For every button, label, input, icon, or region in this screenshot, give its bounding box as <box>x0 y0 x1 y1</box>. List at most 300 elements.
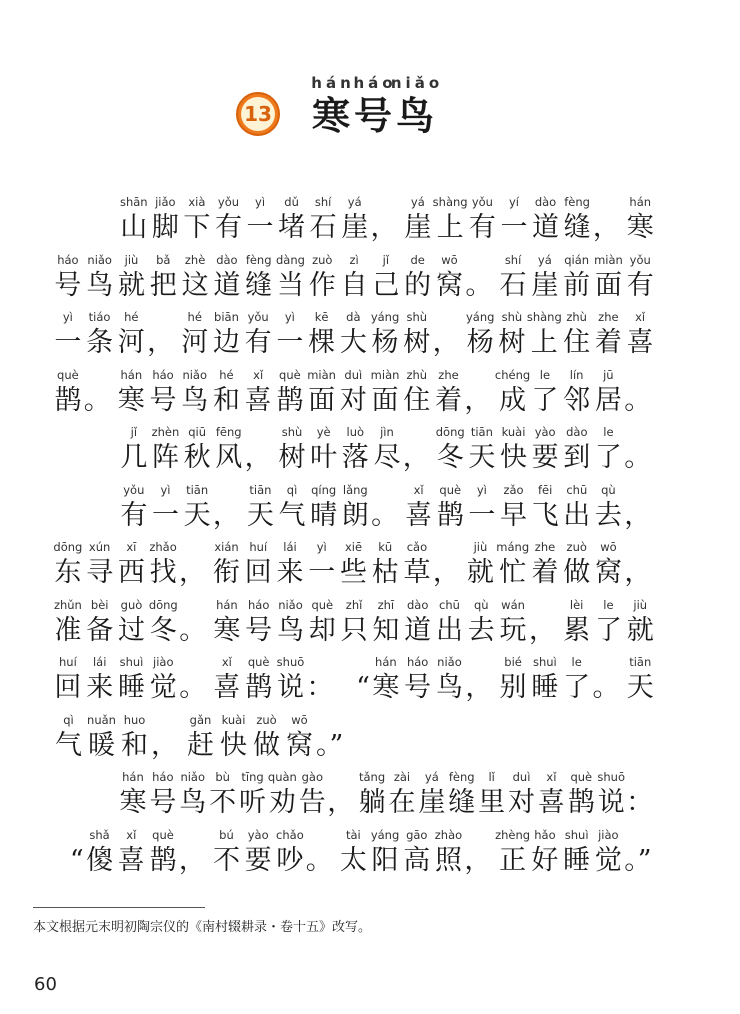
pinyin: wō <box>291 712 308 727</box>
pinyin: bú <box>219 827 234 842</box>
hanzi: 窝 <box>594 557 622 588</box>
ruby-character <box>52 537 84 589</box>
ruby-character <box>467 192 499 244</box>
punctuation-mark: “ <box>356 672 370 703</box>
ruby-character <box>52 250 84 302</box>
punctuation <box>179 537 211 589</box>
hanzi: 一 <box>246 212 274 243</box>
punctuation-mark: ， <box>402 442 430 473</box>
ruby-character <box>274 537 306 589</box>
pinyin: yí <box>508 195 519 209</box>
hanzi: 喜 <box>626 327 654 358</box>
ruby-character <box>339 192 371 244</box>
pinyin: hé <box>219 367 234 382</box>
hanzi: 成 <box>499 384 527 416</box>
pinyin: yǒu <box>123 482 145 497</box>
ruby-character <box>118 422 150 474</box>
pinyin: niǎo <box>182 367 208 382</box>
pinyin: jǐ <box>382 252 390 267</box>
hanzi: 和 <box>212 384 240 416</box>
ruby-character <box>84 595 116 647</box>
punctuation-mark: 。 <box>179 672 207 703</box>
hanzi: 了 <box>531 384 559 416</box>
ruby-character <box>306 537 338 589</box>
hanzi: 杨 <box>466 327 494 358</box>
hanzi: 天 <box>626 672 654 703</box>
hanzi: 鹊 <box>245 672 273 703</box>
pinyin: jiǎo <box>155 195 176 209</box>
hanzi: 落 <box>341 442 369 473</box>
ruby-character <box>561 192 593 244</box>
pinyin: dōng <box>53 540 83 554</box>
punctuation <box>433 307 465 359</box>
hanzi: 去 <box>467 614 495 646</box>
punctuation-mark: 。 <box>305 844 333 876</box>
hanzi: 缝 <box>563 212 591 243</box>
pinyin: shuì <box>564 827 589 842</box>
hanzi: 己 <box>372 269 400 301</box>
punctuation <box>403 422 435 474</box>
hanzi: 寒 <box>213 614 241 646</box>
ruby-character <box>338 537 370 589</box>
pinyin: shuō <box>597 770 625 784</box>
hanzi: 东 <box>54 557 82 588</box>
hanzi: 好 <box>531 844 559 876</box>
ruby-character <box>593 422 625 474</box>
hanzi: 喜 <box>405 499 433 531</box>
hanzi: 石 <box>499 269 527 301</box>
hanzi: 鸟 <box>179 787 207 818</box>
text-line <box>52 767 656 825</box>
pinyin: cǎo <box>406 540 428 554</box>
hanzi: 不 <box>209 787 237 818</box>
pinyin: qián <box>564 252 590 267</box>
hanzi: 一 <box>308 557 336 588</box>
ruby-character <box>464 307 496 359</box>
punctuation-mark: ， <box>464 384 492 416</box>
ruby-character <box>84 825 116 877</box>
hanzi: 朗 <box>341 499 369 531</box>
hanzi: 去 <box>594 499 622 531</box>
hanzi: 鹊 <box>436 499 464 531</box>
hanzi: 照 <box>434 844 462 876</box>
pinyin: yáng <box>370 827 400 842</box>
ruby-character <box>147 365 179 417</box>
ruby-character <box>85 710 118 762</box>
pinyin: chū <box>439 597 460 612</box>
footnote-divider <box>33 907 205 908</box>
ruby-character <box>561 250 593 302</box>
pinyin: niǎo <box>278 597 303 612</box>
punctuation <box>179 825 211 877</box>
text-line <box>52 537 656 595</box>
ruby-character <box>52 710 85 762</box>
ruby-character <box>84 307 116 359</box>
pinyin: qù <box>473 597 489 612</box>
ruby-character <box>624 307 656 359</box>
pinyin: hé <box>187 310 202 324</box>
text-line <box>52 192 656 250</box>
pinyin: dōng <box>148 597 178 612</box>
hanzi: 鹊 <box>54 384 82 416</box>
hanzi: 把 <box>149 269 177 301</box>
hanzi: 高 <box>403 844 431 876</box>
pinyin: qù <box>601 482 616 497</box>
ruby-character <box>337 825 369 877</box>
hanzi: 太 <box>339 844 367 876</box>
pinyin: shí <box>314 195 332 209</box>
hanzi: 傻 <box>86 844 114 876</box>
pinyin: dàng <box>276 252 305 267</box>
punctuation-mark: ， <box>465 672 493 703</box>
pinyin: shàng <box>432 195 468 209</box>
hanzi: 寒 <box>119 787 147 818</box>
pinyin: wō <box>600 540 617 554</box>
pinyin: xī <box>126 540 137 554</box>
hanzi: 玩 <box>499 614 527 646</box>
pinyin: háo <box>152 367 174 382</box>
pinyin: dào <box>216 252 238 267</box>
ruby-character <box>369 365 401 417</box>
hanzi: 就 <box>466 557 494 588</box>
pinyin: miàn <box>307 367 336 382</box>
pinyin: yǒu <box>217 195 240 209</box>
ruby-character <box>370 250 402 302</box>
ruby-character <box>250 710 283 762</box>
hanzi: 来 <box>86 672 114 703</box>
punctuation-mark: ， <box>327 787 355 818</box>
pinyin: jiào <box>153 655 174 669</box>
hanzi: 了 <box>563 672 591 703</box>
ruby-character <box>211 365 243 417</box>
pinyin: shàng <box>526 310 562 324</box>
ruby-character <box>52 365 84 417</box>
ruby-character <box>118 710 151 762</box>
lesson-number: 13 <box>241 97 275 131</box>
pinyin: xún <box>88 540 111 554</box>
hanzi: 面 <box>308 384 336 416</box>
pinyin: yè <box>316 425 331 439</box>
hanzi: 别 <box>499 672 527 703</box>
pinyin: chǎo <box>276 827 304 842</box>
ruby-character <box>52 595 84 647</box>
pinyin: zhè <box>184 252 206 267</box>
punctuation-mark: 。 <box>83 384 111 416</box>
pinyin: tiān <box>629 655 652 669</box>
ruby-character <box>624 250 656 302</box>
pinyin: kū <box>378 540 393 554</box>
hanzi: 着 <box>434 384 462 416</box>
pinyin: jū <box>603 367 614 382</box>
pinyin: zhù <box>566 310 587 324</box>
pinyin: qì <box>286 482 298 497</box>
pinyin: shuì <box>119 655 144 669</box>
hanzi: 做 <box>563 557 591 588</box>
ruby-character <box>52 307 84 359</box>
hanzi: 道 <box>532 212 560 243</box>
title-character <box>354 72 396 138</box>
punctuation-mark: ， <box>624 499 652 531</box>
pinyin: xǐ <box>413 482 424 497</box>
pinyin: xiē <box>344 540 363 554</box>
hanzi: 气 <box>278 499 306 531</box>
hanzi: 冬 <box>436 442 464 473</box>
ruby-character <box>243 250 275 302</box>
pinyin: bù <box>215 770 230 784</box>
hanzi: 风 <box>215 442 243 473</box>
ruby-character <box>308 480 340 532</box>
lesson-number-badge <box>236 92 280 136</box>
pinyin: lái <box>92 655 107 669</box>
pinyin: yá <box>410 195 425 209</box>
ruby-character <box>434 480 466 532</box>
ruby-character <box>536 767 566 819</box>
punctuation <box>338 652 370 704</box>
pinyin: nuǎn <box>87 712 116 727</box>
pinyin: yào <box>534 425 556 439</box>
punctuation <box>52 825 84 877</box>
ruby-character <box>497 595 529 647</box>
ruby-character <box>403 480 435 532</box>
ruby-character <box>274 307 306 359</box>
hanzi: 道 <box>213 269 241 301</box>
ruby-character <box>115 537 147 589</box>
hanzi: 吵 <box>276 844 304 876</box>
pinyin: shuō <box>276 655 305 669</box>
hanzi: 前 <box>563 269 591 301</box>
hanzi: 上 <box>530 327 558 358</box>
ruby-character <box>561 422 593 474</box>
hanzi: 号 <box>404 672 432 703</box>
ruby-character <box>496 365 529 417</box>
hanzi: 忙 <box>499 557 527 588</box>
ruby-character <box>276 422 308 474</box>
pinyin: tài <box>345 827 361 842</box>
hanzi: 道 <box>404 614 432 646</box>
hanzi: 号 <box>149 384 177 416</box>
ruby-character <box>561 595 593 647</box>
pinyin: zhe <box>598 310 619 324</box>
hanzi: 正 <box>499 844 527 876</box>
ruby-character <box>338 595 370 647</box>
hanzi: 做 <box>253 729 280 761</box>
ruby-character <box>306 307 338 359</box>
hanzi: 过 <box>117 614 145 646</box>
hanzi: 阳 <box>371 844 399 876</box>
ruby-character <box>402 192 434 244</box>
pinyin: tiān <box>470 425 493 439</box>
pinyin: yì <box>62 310 73 324</box>
hanzi: 杨 <box>371 327 399 358</box>
hanzi: 睡 <box>531 672 559 703</box>
ruby-character <box>116 595 148 647</box>
ruby-character <box>213 192 245 244</box>
hanzi: 有 <box>214 212 242 243</box>
ruby-character <box>306 595 338 647</box>
ruby-character <box>369 537 401 589</box>
punctuation-mark: ， <box>178 557 206 588</box>
pinyin: quàn <box>267 770 297 784</box>
hanzi: 崖 <box>404 212 432 243</box>
ruby-character <box>243 652 275 704</box>
pinyin: zhǎo <box>149 540 177 554</box>
ruby-character <box>465 595 497 647</box>
hanzi: 当 <box>276 269 304 301</box>
hanzi: 邻 <box>563 384 591 416</box>
punctuation <box>306 825 338 877</box>
pinyin: zuò <box>256 712 277 727</box>
footnote: 本文根据元末明初陶宗仪的《南村辍耕录・卷十五》改写。 <box>33 920 372 935</box>
hanzi: 只 <box>340 614 368 646</box>
punctuation-mark: ， <box>244 442 272 473</box>
pinyin: lǐ <box>488 770 495 784</box>
ruby-character <box>593 480 625 532</box>
ruby-character <box>498 422 530 474</box>
title-hanzi: 号 <box>354 93 397 138</box>
pinyin: fèng <box>448 770 475 784</box>
pinyin: hán <box>120 367 143 382</box>
hanzi: 鹊 <box>276 384 304 416</box>
ruby-character <box>178 767 208 819</box>
hanzi: 就 <box>117 269 145 301</box>
pinyin: zhe <box>534 540 556 554</box>
hanzi: 着 <box>531 557 559 588</box>
ruby-character <box>276 480 308 532</box>
punctuation <box>626 767 656 819</box>
page-number: 60 <box>34 974 57 995</box>
punctuation-mark: 。 <box>465 269 493 301</box>
pinyin: tīng <box>241 770 264 784</box>
punctuation <box>593 192 625 244</box>
ruby-character <box>561 825 593 877</box>
pinyin: hán <box>122 770 144 784</box>
pinyin: dǔ <box>284 195 299 209</box>
hanzi: 喜 <box>213 672 241 703</box>
ruby-character <box>211 307 243 359</box>
hanzi: 一 <box>54 327 82 358</box>
hanzi: 上 <box>436 212 464 243</box>
pinyin: gāo <box>406 827 428 842</box>
hanzi: 出 <box>435 614 463 646</box>
hanzi: 睡 <box>563 844 591 876</box>
ruby-character <box>369 307 401 359</box>
pinyin: què <box>439 482 462 497</box>
ruby-character <box>307 192 339 244</box>
hanzi: 劝 <box>268 787 296 818</box>
pinyin: yì <box>255 195 266 209</box>
hanzi: 山 <box>120 212 148 243</box>
pinyin: fèng <box>245 252 272 267</box>
pinyin: zhù <box>406 367 428 382</box>
punctuation <box>624 422 656 474</box>
ruby-character <box>417 767 447 819</box>
pinyin: què <box>279 367 301 382</box>
pinyin: niǎo <box>180 770 206 784</box>
ruby-character <box>116 250 148 302</box>
hanzi: 寒 <box>372 672 400 703</box>
pinyin: lái <box>283 540 297 554</box>
punctuation <box>433 537 465 589</box>
hanzi: 号 <box>149 787 177 818</box>
hanzi: 堵 <box>278 212 306 243</box>
hanzi: 几 <box>120 442 148 473</box>
ruby-character <box>211 250 243 302</box>
pinyin: bié <box>504 655 522 669</box>
ruby-character <box>211 652 243 704</box>
ruby-character <box>401 825 433 877</box>
hanzi: 河 <box>117 327 145 358</box>
hanzi: 觉 <box>594 844 622 876</box>
ruby-character <box>217 710 250 762</box>
pinyin: le <box>603 425 614 439</box>
pinyin: shù <box>406 310 428 324</box>
pinyin: zhe <box>438 367 459 382</box>
pinyin: háo <box>247 597 270 612</box>
ruby-character <box>243 595 275 647</box>
hanzi: 有 <box>244 327 272 358</box>
text-line <box>52 480 656 538</box>
pinyin: yì <box>476 482 487 497</box>
pinyin: hǎo <box>534 827 556 842</box>
pinyin: yá <box>347 195 362 209</box>
title-pinyin: hán <box>311 74 355 92</box>
punctuation <box>84 365 116 417</box>
ruby-character <box>561 307 593 359</box>
pinyin: yǒu <box>247 310 269 324</box>
pinyin: dào <box>406 597 429 612</box>
pinyin: huo <box>123 712 146 727</box>
punctuation-mark: 。 <box>592 672 620 703</box>
ruby-character <box>179 365 211 417</box>
ruby-character <box>147 250 179 302</box>
ruby-character <box>245 480 277 532</box>
punctuation-mark: ： <box>626 787 654 818</box>
text-line <box>52 595 656 653</box>
hanzi: 鸟 <box>181 384 209 416</box>
ruby-character <box>496 825 529 877</box>
hanzi: 睡 <box>117 672 145 703</box>
punctuation <box>179 595 211 647</box>
hanzi: 号 <box>245 614 273 646</box>
ruby-character <box>433 365 465 417</box>
pinyin: zuò <box>312 252 333 267</box>
pinyin: jiù <box>473 540 488 554</box>
pinyin: xià <box>188 195 206 209</box>
pinyin: xǐ <box>126 827 137 842</box>
pinyin: gào <box>301 770 323 784</box>
pinyin: háo <box>406 655 429 669</box>
ruby-character <box>434 422 466 474</box>
pinyin: shuì <box>532 655 557 669</box>
pinyin: zhī <box>377 597 395 612</box>
pinyin: kuài <box>501 425 526 439</box>
hanzi: 条 <box>86 327 114 358</box>
punctuation <box>306 652 338 704</box>
hanzi: 知 <box>372 614 400 646</box>
ruby-character <box>184 710 217 762</box>
pinyin: lǎng <box>342 482 368 497</box>
pinyin: xǐ <box>546 770 557 784</box>
ruby-character <box>498 480 530 532</box>
ruby-character <box>150 480 182 532</box>
ruby-character <box>477 767 507 819</box>
hanzi: 的 <box>404 269 432 301</box>
punctuation-mark: ， <box>592 212 620 243</box>
title-hanzi: 寒 <box>312 93 355 138</box>
pinyin: bǎ <box>156 252 171 267</box>
pinyin: fēng <box>215 425 242 439</box>
ruby-character <box>528 307 561 359</box>
